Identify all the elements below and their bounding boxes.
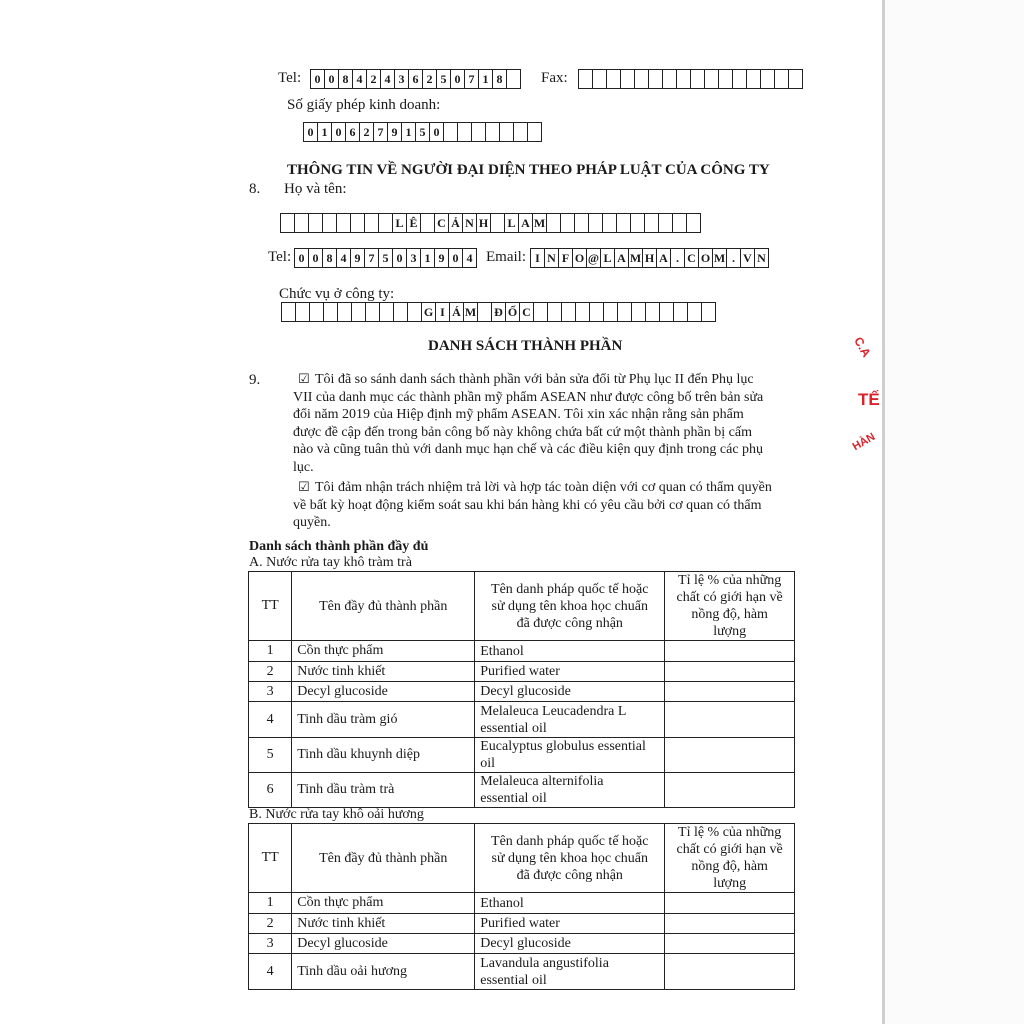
email-char-box: A: [656, 248, 671, 268]
table-row: [249, 702, 795, 738]
ingredient-percentage: [665, 702, 795, 738]
cell-line: đã được công nhận: [516, 867, 623, 883]
email-char-box: H: [642, 248, 657, 268]
position-char-box: [617, 302, 632, 322]
company-tel-char-box: 4: [352, 69, 367, 89]
position-char-box: [659, 302, 674, 322]
position-char-box: [337, 302, 352, 322]
position-boxes: [281, 302, 716, 322]
row-number: 6: [249, 773, 292, 808]
tel-label: Tel:: [278, 70, 302, 86]
rep-name-char-box: [574, 213, 589, 233]
header-international-name: [475, 572, 665, 641]
declaration-paragraph-1: [293, 371, 813, 476]
email-char-box: L: [600, 248, 615, 268]
cell-line: Purified water: [480, 916, 560, 931]
full-list-title: Danh sách thành phần đầy đủ: [249, 539, 429, 554]
email-char-box: @: [586, 248, 601, 268]
header-percentage: [665, 824, 795, 893]
company-tel-char-box: 1: [478, 69, 493, 89]
rep-tel-boxes: [294, 248, 477, 268]
email-char-box: .: [726, 248, 741, 268]
rep-name-char-box: N: [462, 213, 477, 233]
rep-name-char-box: M: [532, 213, 547, 233]
ingredient-percentage: [665, 954, 795, 990]
rep-tel-char-box: 4: [462, 248, 477, 268]
ingredients-heading: DANH SÁCH THÀNH PHẦN: [428, 338, 623, 354]
rep-name-char-box: [280, 213, 295, 233]
paragraph-line: VII của danh mục các thành phần mỹ phẩm ASEAN như được công bố trên bản sửa: [293, 389, 764, 405]
declaration-paragraph-2: [293, 479, 813, 532]
license-char-box: [527, 122, 542, 142]
position-label: Chức vụ ở công ty:: [279, 286, 395, 302]
table-a-title: A. Nước rửa tay khô tràm trà: [249, 555, 412, 570]
paragraph-line: lục.: [293, 459, 314, 475]
license-char-box: [457, 122, 472, 142]
email-char-box: C: [684, 248, 699, 268]
company-fax-char-box: [690, 69, 705, 89]
cell-line: lượng: [713, 876, 747, 891]
cell-line: sử dụng tên khoa học chuẩn: [491, 850, 648, 866]
rep-name-char-box: [630, 213, 645, 233]
ingredient-international-name: [475, 773, 665, 808]
table-row: [249, 738, 795, 773]
paragraph-line: được đề cập đến trong bản công bố này không chứa bất cứ một thành phần bị cấm: [293, 424, 752, 440]
email-label: Email:: [486, 249, 526, 265]
company-tel-char-box: 0: [310, 69, 325, 89]
ingredient-international-name: [475, 682, 665, 702]
rep-tel-char-box: 5: [378, 248, 393, 268]
company-tel-char-box: 7: [464, 69, 479, 89]
company-tel-char-box: 8: [492, 69, 507, 89]
company-tel-char-box: 2: [366, 69, 381, 89]
rep-tel-char-box: 0: [392, 248, 407, 268]
email-char-box: O: [698, 248, 713, 268]
ingredient-name: Tinh dầu oải hương: [292, 954, 475, 990]
header-tt: TT: [249, 824, 292, 893]
position-char-box: [603, 302, 618, 322]
email-char-box: N: [754, 248, 769, 268]
table-row: [249, 893, 795, 914]
paragraph-line: đổi năm 2019 của Hiệp định mỹ phẩm ASEAN. Tôi xin xác nhận rằng sản phẩm: [293, 407, 744, 422]
cell-line: Ethanol: [480, 643, 524, 659]
ingredient-international-name: [475, 641, 665, 662]
rep-name-char-box: [658, 213, 673, 233]
rep-tel-char-box: 0: [294, 248, 309, 268]
paragraph-line: về bất kỳ hoạt động kiểm soát sau khi bán hàng khi có yêu cầu bởi cơ quan có thẩm: [293, 497, 762, 513]
ingredient-name: Cồn thực phẩm: [292, 893, 475, 914]
ingredient-international-name: [475, 738, 665, 773]
rep-name-char-box: [560, 213, 575, 233]
position-char-box: I: [435, 302, 450, 322]
rep-name-char-box: [490, 213, 505, 233]
position-char-box: [365, 302, 380, 322]
ingredient-percentage: [665, 662, 795, 682]
company-tel-char-box: 3: [394, 69, 409, 89]
cell-line: essential oil: [480, 791, 547, 806]
position-char-box: [281, 302, 296, 322]
rep-tel-char-box: 1: [420, 248, 435, 268]
cell-line: Lavandula angustifolia: [480, 955, 609, 971]
paragraph-line: Tôi đã so sánh danh sách thành phần với bản sửa đổi từ Phụ lục II đến Phụ lục: [315, 372, 754, 387]
rep-tel-char-box: 4: [336, 248, 351, 268]
rep-tel-char-box: 9: [434, 248, 449, 268]
header-tt: TT: [249, 572, 292, 641]
company-tel-char-box: 8: [338, 69, 353, 89]
ingredients-table-a: [248, 571, 795, 808]
email-char-box: O: [572, 248, 587, 268]
row-number: 1: [249, 641, 292, 662]
position-char-box: [351, 302, 366, 322]
license-char-box: 1: [401, 122, 416, 142]
email-char-box: M: [628, 248, 643, 268]
table-row: [249, 662, 795, 682]
paragraph-line: quyền.: [293, 515, 331, 530]
company-fax-char-box: [718, 69, 733, 89]
rep-tel-char-box: 9: [350, 248, 365, 268]
ingredient-percentage: [665, 914, 795, 934]
row-number: 3: [249, 934, 292, 954]
company-fax-char-box: [704, 69, 719, 89]
cell-line: Melaleuca Leucadendra L: [480, 703, 627, 719]
checkbox-1-icon: ☑: [298, 372, 310, 387]
cell-line: đã được công nhận: [516, 615, 623, 631]
company-fax-char-box: [746, 69, 761, 89]
cell-line: Tỉ lệ % của những: [678, 825, 782, 840]
company-tel-char-box: 0: [324, 69, 339, 89]
cell-line: Melaleuca alternifolia: [480, 774, 604, 789]
email-char-box: V: [740, 248, 755, 268]
license-char-box: 7: [373, 122, 388, 142]
position-char-box: [589, 302, 604, 322]
rep-name-char-box: [644, 213, 659, 233]
company-tel-char-box: 2: [422, 69, 437, 89]
rep-name-char-box: [322, 213, 337, 233]
ingredient-name: Decyl glucoside: [292, 682, 475, 702]
ingredient-percentage: [665, 641, 795, 662]
license-char-box: [499, 122, 514, 142]
position-char-box: [407, 302, 422, 322]
rep-tel-char-box: 8: [322, 248, 337, 268]
company-fax-char-box: [662, 69, 677, 89]
rep-tel-char-box: 0: [308, 248, 323, 268]
position-char-box: Đ: [491, 302, 506, 322]
license-char-box: 2: [359, 122, 374, 142]
cell-line: nồng độ, hàm: [691, 607, 768, 622]
paragraph-line: nào và cũng tuân thủ với danh mục hạn chế và các điều kiện quy định trong các phụ: [293, 442, 764, 457]
ingredient-international-name: [475, 914, 665, 934]
position-char-box: [701, 302, 716, 322]
license-char-box: [471, 122, 486, 142]
ingredient-percentage: [665, 738, 795, 773]
row-number: 2: [249, 662, 292, 682]
rep-name-char-box: [420, 213, 435, 233]
email-boxes: [530, 248, 769, 268]
company-fax-char-box: [620, 69, 635, 89]
rep-name-char-box: Ê: [406, 213, 421, 233]
position-char-box: [379, 302, 394, 322]
row-number: 4: [249, 954, 292, 990]
cell-line: Decyl glucoside: [480, 936, 571, 951]
paragraph-line: Tôi đảm nhận trách nhiệm trả lời và hợp tác toàn diện với cơ quan có thẩm quyền: [315, 480, 772, 495]
license-char-box: [513, 122, 528, 142]
rep-name-char-box: [672, 213, 687, 233]
stamp-fragment-2: TẾ: [858, 390, 880, 409]
table-row: [249, 914, 795, 934]
cell-line: Tỉ lệ % của những: [678, 573, 782, 588]
ingredient-name: Tinh dầu khuynh diệp: [292, 738, 475, 773]
table-row: [249, 934, 795, 954]
rep-name-char-box: H: [476, 213, 491, 233]
license-char-box: 0: [331, 122, 346, 142]
rep-name-char-box: [364, 213, 379, 233]
cell-line: Purified water: [480, 664, 560, 679]
ingredients-table-b: [248, 823, 795, 990]
rep-name-char-box: [686, 213, 701, 233]
fax-label: Fax:: [541, 70, 568, 86]
ingredient-percentage: [665, 682, 795, 702]
cell-line: Tên danh pháp quốc tế hoặc: [491, 581, 649, 597]
license-char-box: [443, 122, 458, 142]
email-char-box: .: [670, 248, 685, 268]
cell-line: chất có giới hạn về: [676, 590, 783, 605]
ingredient-name: Nước tinh khiết: [292, 662, 475, 682]
position-char-box: C: [519, 302, 534, 322]
rep-name-char-box: A: [518, 213, 533, 233]
rep-name-char-box: [602, 213, 617, 233]
company-fax-char-box: [634, 69, 649, 89]
item-9-number: 9.: [249, 372, 261, 388]
position-char-box: [533, 302, 548, 322]
position-char-box: [575, 302, 590, 322]
ingredient-percentage: [665, 893, 795, 914]
company-fax-char-box: [732, 69, 747, 89]
license-char-box: 1: [317, 122, 332, 142]
rep-name-char-box: [294, 213, 309, 233]
cell-line: Ethanol: [480, 895, 524, 911]
ingredient-name: Tinh dầu tràm gió: [292, 702, 475, 738]
position-char-box: [547, 302, 562, 322]
ingredient-international-name: [475, 954, 665, 990]
email-char-box: A: [614, 248, 629, 268]
stamp-fragment-1: C.A: [851, 334, 874, 360]
position-char-box: M: [463, 302, 478, 322]
license-char-box: [485, 122, 500, 142]
checkbox-2-icon: ☑: [298, 480, 310, 495]
rep-name-char-box: [308, 213, 323, 233]
row-number: 3: [249, 682, 292, 702]
email-char-box: I: [530, 248, 545, 268]
header-percentage: [665, 572, 795, 641]
rep-name-char-box: L: [392, 213, 407, 233]
email-char-box: N: [544, 248, 559, 268]
company-fax-char-box: [648, 69, 663, 89]
ingredient-international-name: [475, 934, 665, 954]
company-fax-char-box: [774, 69, 789, 89]
position-char-box: Ố: [505, 302, 520, 322]
rep-name-char-box: [616, 213, 631, 233]
position-char-box: [393, 302, 408, 322]
license-char-box: 0: [429, 122, 444, 142]
scan-margin: [884, 0, 1024, 1024]
company-tel-boxes: [310, 69, 521, 89]
ingredient-percentage: [665, 773, 795, 808]
company-fax-char-box: [592, 69, 607, 89]
row-number: 5: [249, 738, 292, 773]
ingredient-percentage: [665, 934, 795, 954]
cell-line: nồng độ, hàm: [691, 859, 768, 874]
ingredient-international-name: [475, 893, 665, 914]
header-international-name: [475, 824, 665, 893]
stamp-fragment-3: HÀN: [850, 430, 878, 454]
company-fax-char-box: [788, 69, 803, 89]
rep-tel-char-box: 7: [364, 248, 379, 268]
cell-line: Tên danh pháp quốc tế hoặc: [491, 833, 649, 849]
email-char-box: F: [558, 248, 573, 268]
rep-tel-label: Tel:: [268, 249, 292, 265]
cell-line: lượng: [713, 624, 747, 639]
position-char-box: [673, 302, 688, 322]
position-char-box: [323, 302, 338, 322]
position-char-box: [645, 302, 660, 322]
ingredient-international-name: [475, 702, 665, 738]
representative-heading: THÔNG TIN VỀ NGƯỜI ĐẠI DIỆN THEO PHÁP LUẬT CỦA CÔNG TY: [287, 162, 770, 178]
rep-name-char-box: [336, 213, 351, 233]
rep-name-char-box: [350, 213, 365, 233]
position-char-box: Á: [449, 302, 464, 322]
ingredient-name: Tinh dầu tràm trà: [292, 773, 475, 808]
company-fax-char-box: [676, 69, 691, 89]
ingredient-name: Cồn thực phẩm: [292, 641, 475, 662]
position-char-box: [561, 302, 576, 322]
company-fax-char-box: [606, 69, 621, 89]
company-fax-char-box: [760, 69, 775, 89]
ingredient-name: Decyl glucoside: [292, 934, 475, 954]
table-row: [249, 682, 795, 702]
position-char-box: [309, 302, 324, 322]
position-char-box: [477, 302, 492, 322]
ingredient-name: Nước tinh khiết: [292, 914, 475, 934]
rep-name-char-box: Ả: [448, 213, 463, 233]
company-tel-char-box: [506, 69, 521, 89]
rep-name-boxes: [280, 213, 701, 233]
position-char-box: [295, 302, 310, 322]
rep-name-char-box: [378, 213, 393, 233]
row-number: 1: [249, 893, 292, 914]
company-tel-char-box: 5: [436, 69, 451, 89]
company-tel-char-box: 4: [380, 69, 395, 89]
row-number: 2: [249, 914, 292, 934]
cell-line: Eucalyptus globulus essential: [480, 739, 646, 754]
rep-name-char-box: [546, 213, 561, 233]
item-8-number: 8.: [249, 181, 261, 197]
table-row: [249, 954, 795, 990]
cell-line: sử dụng tên khoa học chuẩn: [491, 598, 648, 614]
cell-line: chất có giới hạn về: [676, 842, 783, 857]
position-char-box: [631, 302, 646, 322]
ingredient-international-name: [475, 662, 665, 682]
rep-tel-char-box: 0: [448, 248, 463, 268]
email-char-box: M: [712, 248, 727, 268]
row-number: 4: [249, 702, 292, 738]
company-tel-char-box: 6: [408, 69, 423, 89]
table-row: [249, 641, 795, 662]
cell-line: Decyl glucoside: [480, 684, 571, 699]
company-fax-char-box: [578, 69, 593, 89]
table-row: [249, 773, 795, 808]
license-char-box: 6: [345, 122, 360, 142]
license-char-box: 5: [415, 122, 430, 142]
license-label: Số giấy phép kinh doanh:: [287, 97, 441, 113]
header-full-name: Tên đầy đủ thành phần: [292, 824, 475, 893]
rep-tel-char-box: 3: [406, 248, 421, 268]
license-char-box: 0: [303, 122, 318, 142]
cell-line: oil: [480, 756, 496, 771]
license-boxes: [303, 122, 542, 142]
scan-edge-line: [882, 0, 885, 1024]
cell-line: essential oil: [480, 720, 547, 736]
rep-name-char-box: L: [504, 213, 519, 233]
company-fax-boxes: [578, 69, 803, 89]
rep-name-char-box: C: [434, 213, 449, 233]
rep-name-char-box: [588, 213, 603, 233]
position-char-box: [687, 302, 702, 322]
name-label: Họ và tên:: [284, 181, 347, 197]
position-char-box: G: [421, 302, 436, 322]
cell-line: essential oil: [480, 972, 547, 988]
table-b-title: B. Nước rửa tay khô oải hương: [249, 807, 424, 822]
company-tel-char-box: 0: [450, 69, 465, 89]
header-full-name: Tên đầy đủ thành phần: [292, 572, 475, 641]
license-char-box: 9: [387, 122, 402, 142]
